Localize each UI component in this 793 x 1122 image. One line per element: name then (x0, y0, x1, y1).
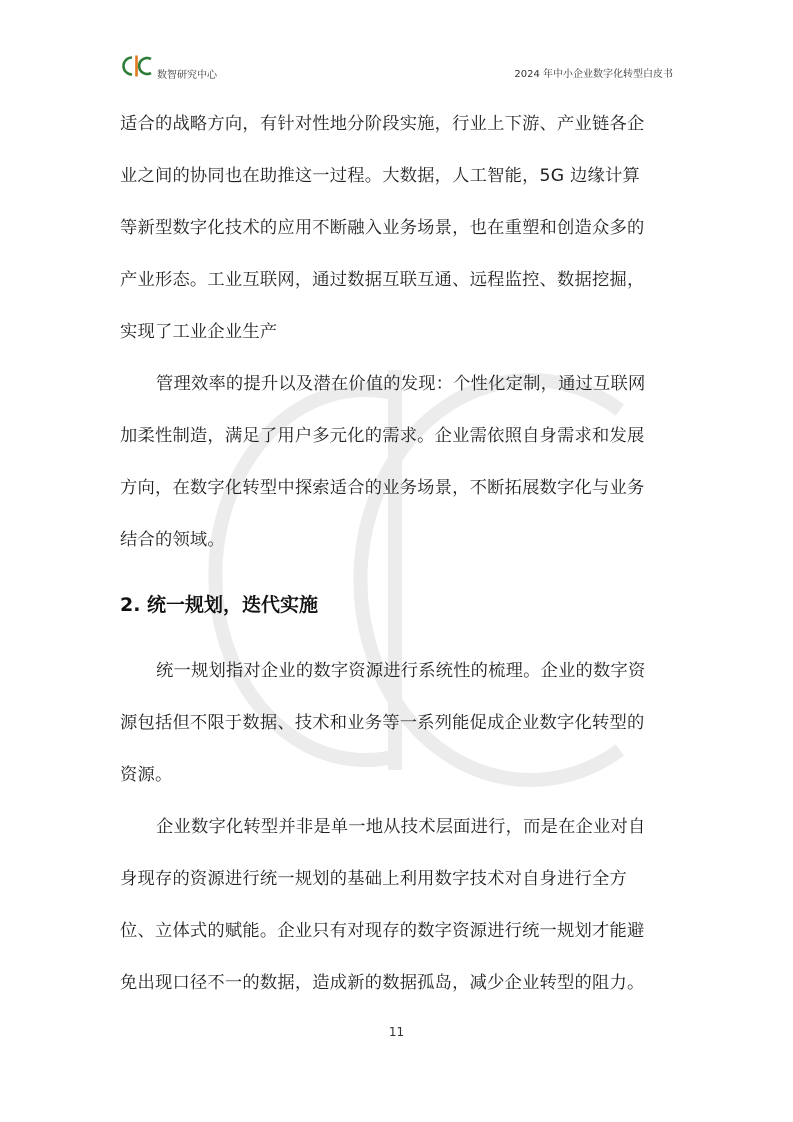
logo-text: 数智研究中心 (157, 70, 217, 81)
text-line: 管理效率的提升以及潜在价值的发现：个性化定制，通过互联网 (156, 374, 646, 394)
paragraph-4 (120, 801, 676, 1009)
text-line: 等新型数字化技术的应用不断融入业务场景，也在重塑和创造众多的 (120, 218, 645, 238)
text-line: 适合的战略方向，有针对性地分阶段实施，行业上下游、产业链各企 (120, 114, 645, 134)
document-title: 2024 年中小企业数字化转型白皮书 (514, 69, 673, 80)
text-line: 结合的领域。 (120, 530, 225, 550)
text-line: 实现了工业企业生产 (120, 322, 278, 342)
text-line: 身现存的资源进行统一规划的基础上利用数字技术对自身进行全方 (120, 869, 627, 889)
cic-logo-icon (121, 54, 155, 78)
text-line: 位、立体式的赋能。企业只有对现存的数字资源进行统一规划才能避 (120, 921, 645, 941)
paragraph-3 (120, 645, 676, 801)
text-line: 资源。 (120, 765, 173, 785)
text-line: 方向，在数字化转型中探索适合的业务场景，不断拓展数字化与业务 (120, 478, 645, 498)
text-line: 源包括但不限于数据、技术和业务等一系列能促成企业数字化转型的 (120, 713, 645, 733)
section-heading: 2. 统一规划，迭代实施 (120, 594, 319, 616)
text-line: 企业数字化转型并非是单一地从技术层面进行，而是在企业对自 (156, 817, 646, 837)
page-header (121, 52, 673, 80)
paragraph-1 (120, 98, 676, 566)
text-line: 统一规划指对企业的数字资源进行系统性的梳理。企业的数字资 (156, 661, 646, 681)
text-line: 加柔性制造，满足了用户多元化的需求。企业需依照自身需求和发展 (120, 426, 645, 446)
text-line: 业之间的协同也在助推这一过程。大数据，人工智能，5G 边缘计算 (120, 166, 640, 186)
text-line: 产业形态。工业互联网，通过数据互联互通、远程监控、数据挖掘， (120, 270, 645, 290)
text-line: 免出现口径不一的数据，造成新的数据孤岛，减少企业转型的阻力。 (120, 973, 645, 993)
page-number: 11 (388, 1025, 405, 1039)
